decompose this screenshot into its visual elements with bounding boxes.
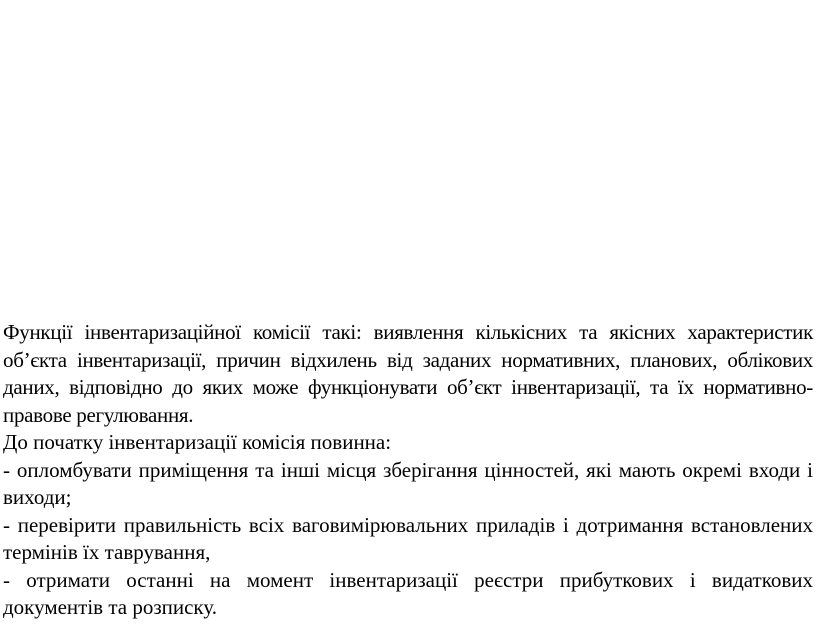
- paragraph-commission-functions: Функції інвентаризаційної комісії такі: виявлення кількісних та якісних характеристик об’єкта інвентаризації, причин відхилень від заданих нормативних, планових, облікових даних, відповідно до яких може функціонувати об’єкт інвентаризації, та їх нормативно-правове регулювання.: [3, 320, 813, 427]
- list-item-get-registers: - отримати останні на момент інвентаризації реєстри прибуткових і видаткових документів та розписку.: [3, 567, 813, 619]
- list-item-check-scales: - перевірити правильність всіх ваговимірювальних приладів і дотримання встановлених термінів їх таврування,: [3, 512, 813, 564]
- paragraph-before-inventory: До початку інвентаризації комісія повинна:: [3, 430, 392, 454]
- list-item-seal-premises: - опломбувати приміщення та інші місця зберігання цінностей, які мають окремі входи і виходи;: [3, 457, 813, 509]
- document-body: [3, 319, 813, 622]
